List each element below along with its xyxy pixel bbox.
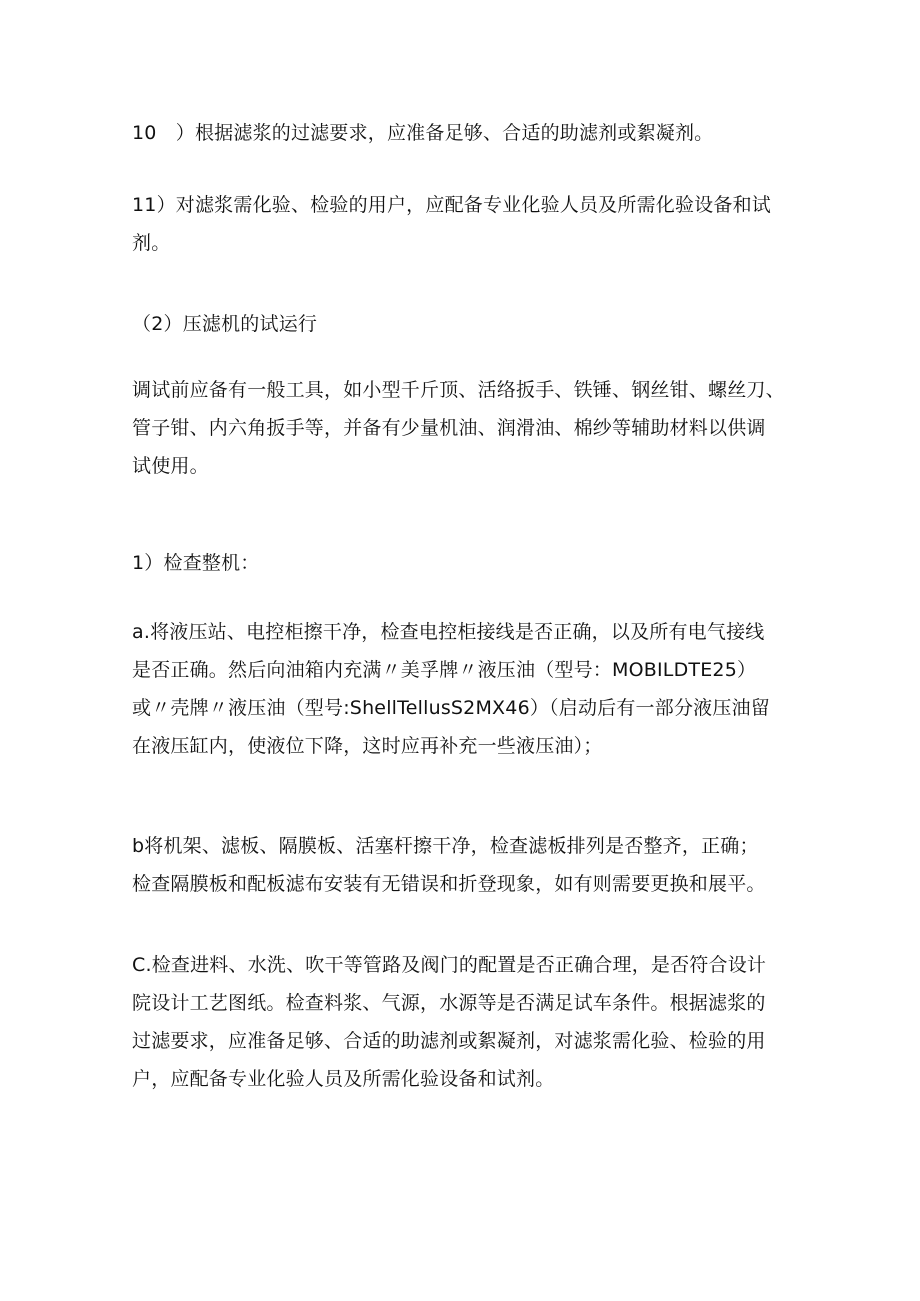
text-line: 管子钳、内六角扳手等，并备有少量机油、润滑油、棉纱等辅助材料以供调: [132, 417, 766, 439]
text-line: a.将液压站、电控柜擦干净，检查电控柜接线是否正确，以及所有电气接线: [132, 621, 765, 643]
text-line: 11）对滤浆需化验、检验的用户，应配备专业化验人员及所需化验设备和试: [132, 194, 771, 216]
paragraph-item-11: [132, 186, 807, 262]
step-heading-inspect-machine: [132, 544, 807, 582]
text-line: 检查隔膜板和配板滤布安装有无错误和折登现象，如有则需要更换和展平。: [132, 873, 766, 895]
text-line: b将机架、滤板、隔膜板、活塞杆擦干净，检查滤板排列是否整齐，正确；: [132, 835, 759, 857]
text-line: 试使用。: [132, 455, 209, 477]
text-line: C.检查进料、水洗、吹干等管路及阀门的配置是否正确合理，是否符合设计: [132, 954, 767, 976]
paragraph-step-a: [132, 613, 807, 765]
text-line: 或〃壳牌〃液压油（型号:ShellTellusS2MX46）（启动后有一部分液压油留: [132, 697, 770, 719]
text-line: 是否正确。然后向油箱内充满〃美孚牌〃液压油（型号：MOBILDTE25）: [132, 659, 757, 681]
text-line: 过滤要求，应准备足够、合适的助滤剂或絮凝剂，对滤浆需化验、检验的用: [132, 1030, 766, 1052]
text-line: 10 ）根据滤浆的过滤要求，应准备足够、合适的助滤剂或絮凝剂。: [132, 122, 714, 144]
text-line: 1）检查整机：: [132, 552, 260, 574]
text-line: 院设计工艺图纸。检查料浆、气源，水源等是否满足试车条件。根据滤浆的: [132, 992, 766, 1014]
paragraph-step-c: [132, 946, 807, 1098]
paragraph-tools: [132, 371, 807, 485]
text-line: 调试前应备有一般工具，如小型千斤顶、活络扳手、铁锤、钢丝钳、螺丝刀、: [132, 379, 785, 401]
text-line: 在液压缸内，使液位下降，这时应再补充一些液压油）；: [132, 735, 603, 757]
section-heading-trial-run: [132, 305, 807, 343]
paragraph-step-b: [132, 827, 807, 903]
paragraph-item-10: [132, 114, 807, 152]
text-line: （2）压滤机的试运行: [132, 313, 318, 335]
text-line: 剂。: [132, 232, 171, 254]
text-line: 户，应配备专业化验人员及所需化验设备和试剂。: [132, 1068, 555, 1090]
